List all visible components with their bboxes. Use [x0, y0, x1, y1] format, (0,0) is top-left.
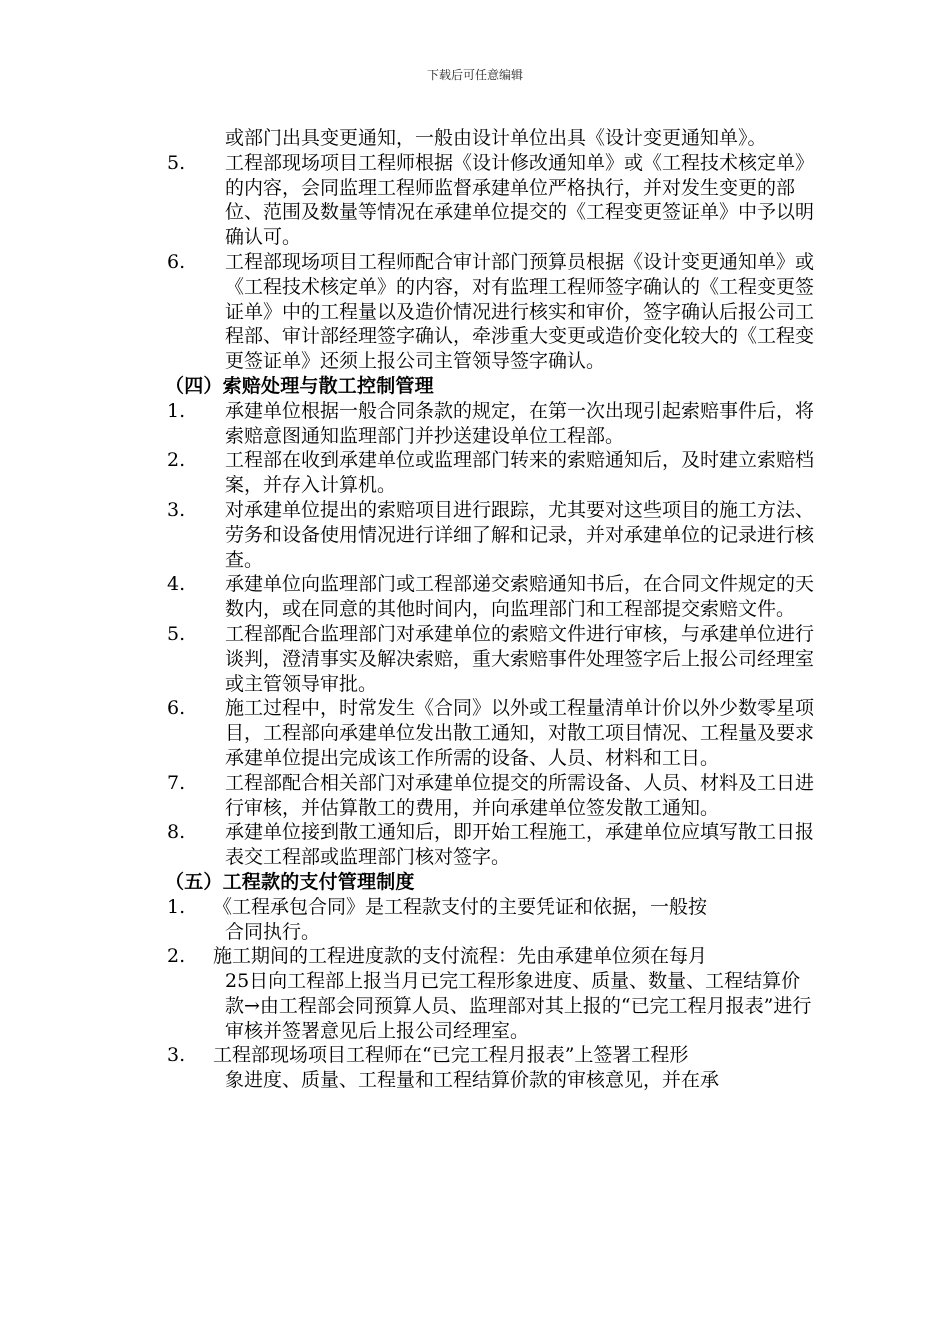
- document-body: [165, 126, 815, 1093]
- list-item: [165, 820, 815, 870]
- item-number: 5.: [167, 151, 186, 174]
- list-item: [165, 250, 815, 374]
- list-item: [165, 448, 815, 498]
- item-number: 3.: [167, 1044, 186, 1067]
- item-text: 工程部现场项目工程师根据《设计修改通知单》或《工程技术核定单》的内容，会同监理工程师监督承建单位严格执行，并对发生变更的部位、范围及数量等情况在承建单位提交的《工程变更签证单》中予以明确认可。: [225, 151, 815, 249]
- item-text: 象进度、质量、工程量和工程结算价款的审核意见，并在承: [225, 1069, 720, 1092]
- item-number: 8.: [167, 821, 186, 844]
- section-heading: （四）索赔处理与散工控制管理: [165, 374, 434, 397]
- item-text: 施工过程中，时常发生《合同》以外或工程量清单计价以外少数零星项目，工程部向承建单位发出散工通知，对散工项目情况、工程量及要求承建单位提出完成该工作所需的设备、人员、材料和工日。: [225, 697, 815, 769]
- list-item: [165, 1043, 815, 1093]
- item-number: 2.: [167, 449, 186, 472]
- item-number: 4.: [167, 573, 186, 596]
- item-text-first-line: 《工程承包合同》是工程款支付的主要凭证和依据，一般按: [213, 895, 708, 918]
- item-text: 25日向工程部上报当月已完工程形象进度、质量、数量、工程结算价款→由工程部会同预算人员、监理部对其上报的“已完工程月报表”进行审核并签署意见后上报公司经理室。: [225, 970, 812, 1042]
- item-text: 工程部配合监理部门对承建单位的索赔文件进行审核，与承建单位进行谈判，澄清事实及解决索赔，重大索赔事件处理签字后上报公司经理室或主管领导审批。: [225, 622, 815, 695]
- item-number: 3.: [167, 498, 186, 521]
- list-item: [165, 771, 815, 821]
- list-item: [165, 944, 815, 1043]
- item-number: 5.: [167, 622, 186, 645]
- item-number: 6.: [167, 697, 186, 720]
- item-text: 工程部在收到承建单位或监理部门转来的索赔通知后，及时建立索赔档案，并存入计算机。: [225, 449, 815, 497]
- item-text: 对承建单位提出的索赔项目进行跟踪，尤其要对这些项目的施工方法、劳务和设备使用情况进行详细了解和记录，并对承建单位的记录进行核查。: [225, 498, 815, 571]
- page-header: 下载后可任意编辑: [426, 68, 523, 82]
- list-item: [165, 498, 815, 572]
- item-text: 承建单位接到散工通知后，即开始工程施工，承建单位应填写散工日报表交工程部或监理部门核对签字。: [225, 821, 815, 869]
- item-number: 6.: [167, 250, 186, 273]
- item-text: 合同执行。: [225, 920, 321, 943]
- item-text: 承建单位向监理部门或工程部递交索赔通知书后，在合同文件规定的天数内，或在同意的其他时间内，向监理部门和工程部提交索赔文件。: [225, 573, 815, 621]
- item-number: 2.: [167, 945, 186, 968]
- list-item: [165, 895, 815, 945]
- list-item: [165, 151, 815, 250]
- list-item: [165, 572, 815, 622]
- item-number: 1.: [167, 895, 186, 918]
- item-number: 7.: [167, 771, 186, 794]
- item-text: 或部门出具变更通知，一般由设计单位出具《设计变更通知单》。: [225, 127, 767, 149]
- section-heading: （五）工程款的支付管理制度: [165, 870, 415, 893]
- item-text: 承建单位根据一般合同条款的规定，在第一次出现引起索赔事件后，将索赔意图通知监理部门并抄送建设单位工程部。: [225, 399, 815, 447]
- list-item: [165, 126, 815, 151]
- list-item: [165, 696, 815, 770]
- item-text-first-line: 施工期间的工程进度款的支付流程：先由承建单位须在每月: [213, 945, 708, 968]
- item-number: 1.: [167, 399, 186, 422]
- item-text: 工程部现场项目工程师配合审计部门预算员根据《设计变更通知单》或《工程技术核定单》的内容，对有监理工程师签字确认的《工程变更签证单》中的工程量以及造价情况进行核实和审价，签字确认后报公司工程部、审计部经理签字确认，牵涉重大变更或造价变化较大的《工程变更签证单》还须上报公司主管领导签字确认。: [225, 250, 815, 373]
- item-text: 工程部配合相关部门对承建单位提交的所需设备、人员、材料及工日进行审核，并估算散工的费用，并向承建单位签发散工通知。: [225, 771, 815, 819]
- item-text-first-line: 工程部现场项目工程师在“已完工程月报表”上签署工程形: [213, 1044, 689, 1067]
- list-item: [165, 622, 815, 696]
- list-item: [165, 399, 815, 449]
